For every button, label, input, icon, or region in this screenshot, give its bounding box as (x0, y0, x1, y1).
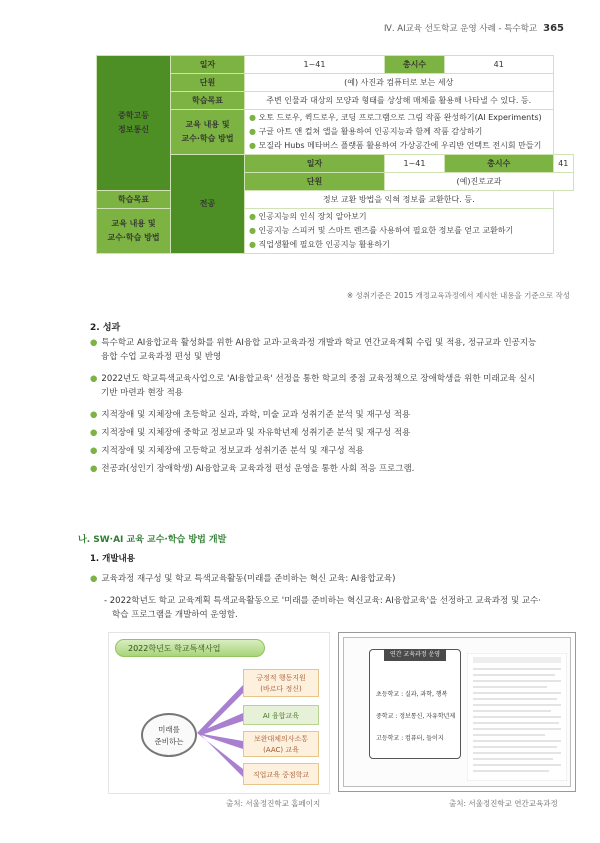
list-item: ● 인공지능 스피커 및 스마트 렌즈를 사용하여 필요한 정보를 얻고 교환하기 (249, 226, 514, 235)
unit-label: 단원 (171, 74, 245, 92)
school-program-figure (108, 632, 330, 794)
program-banner: 2022학년도 학교특색사업 (115, 639, 265, 657)
date-label: 일자 (245, 155, 385, 173)
list-item: ● 지적장애 및 지체장애 초등학교 실과, 과학, 미술 교과 성취기준 분석 및 재구성 적용 (90, 410, 411, 420)
list-item: ● 구글 아트 앤 컬쳐 앱을 활용하여 인공지능과 함께 작품 감상하기 (249, 127, 483, 136)
sub-heading: 1. 개발내용 (90, 554, 135, 564)
curriculum-card (369, 649, 461, 759)
figure-caption: 출처: 서울정진학교 연간교육과정 (449, 799, 558, 808)
date-label: 일자 (171, 56, 245, 74)
hours-value: 41 (445, 56, 554, 74)
running-header (384, 22, 564, 34)
date-value: 1~41 (245, 56, 385, 74)
hours-value: 41 (553, 155, 574, 173)
list-item: ● 인공지능의 인식 장치 알아보기 (249, 212, 367, 221)
method-label: 교육 내용 및 교수·학습 방법 (97, 209, 171, 254)
table-note: ※ 성취기준은 2015 개정교육과정에서 제시한 내용을 기준으로 작성 (346, 291, 570, 300)
list-item: ● 지적장애 및 지체장애 중학교 정보교과 및 자유학년제 성취기준 분석 및 재구성 적용 (90, 428, 411, 438)
dash-paragraph: - 2022학년도 학교 교육계획 특색교육활동으로 '미래를 준비하는 혁신교육: AI융합교육'을 선정하고 교육과정 및 교수· 학습 프로그램을 개발하여 운영함. (104, 596, 541, 620)
table-row (97, 56, 574, 74)
program-box: 직업교육 중점학교 (243, 763, 319, 785)
annual-curriculum-figure (338, 632, 576, 792)
list-item: ● 지적장애 및 지체장애 고등학교 정보교과 성취기준 분석 및 재구성 적용 (90, 446, 364, 456)
document-lines-graphic (467, 653, 567, 781)
list-item: ● 직업생활에 필요한 인공지능 활용하기 (249, 240, 390, 249)
results-heading: 2. 성과 (90, 323, 121, 333)
table-row (97, 191, 574, 209)
date-value: 1~41 (385, 155, 445, 173)
goal-label: 학습목표 (97, 191, 171, 209)
curriculum-table (96, 55, 574, 254)
program-box: 긍정적 행동지원 (바르다 정신) (243, 669, 319, 697)
list-item: ● 특수학교 AI융합교육 활성화를 위한 AI융합 교과·교육과정 개발과 학교 연간교육계획 수립 및 적용, 정규교과 인공지능 융합 수업 교육과정 편성 및 반영 (90, 338, 537, 362)
list-item: ● 오토 드로우, 퀵드로우, 코딩 프로그램으로 그림 작품 완성하기(AI Experiments) (249, 113, 542, 122)
page-number: 365 (543, 23, 564, 34)
list-item: ● 모질라 Hubs 메타버스 플랫폼 활용하여 가상공간에 우리반 언택트 전시회 만들기 (249, 141, 542, 150)
card-title: 연간 교육과정 운영 (384, 649, 446, 661)
method-label: 교육 내용 및 교수·학습 방법 (171, 110, 245, 155)
section-name: 전공 (171, 155, 245, 254)
unit-value: (예)진로교과 (385, 173, 574, 191)
card-line: 초등학교 : 실과, 과학, 행복 (376, 691, 448, 698)
chapter-title: 나. SW·AI 교육 교수·학습 방법 개발 (78, 535, 227, 545)
goal-value: 정보 교환 방법을 익혀 정보를 교환한다. 등. (245, 191, 554, 209)
goal-label: 학습목표 (171, 92, 245, 110)
card-line: 고등학교 : 컴퓨터, 들이지 (376, 735, 444, 742)
card-line: 중학교 : 정보통신, 자유학년제 (376, 713, 456, 720)
future-circle: 미래를 준비하는 (141, 713, 197, 757)
hours-label: 총시수 (385, 56, 445, 74)
method-list (245, 209, 554, 254)
running-title: Ⅳ. AI교육 선도학교 운영 사례 - 특수학교 (384, 24, 538, 34)
program-box: AI 융합교육 (243, 705, 319, 725)
list-item: ● 교육과정 재구성 및 학교 특색교육활동(미래를 준비하는 혁신 교육: AI융합교육) (90, 574, 396, 584)
goal-value: 주변 인물과 대상의 모양과 형태를 상상해 매체를 활용해 나타낼 수 있다. 등. (245, 92, 554, 110)
list-item: ● 2022년도 학교특색교육사업으로 'AI융합교육' 선정을 통한 학교의 중점 교육정책으로 장애학생을 위한 미래교육 실시 기반 마련과 현장 적용 (90, 374, 536, 398)
figure-caption: 출처: 서울정진학교 홈페이지 (226, 799, 321, 808)
program-box: 보완대체의사소통 (AAC) 교육 (243, 731, 319, 757)
hours-label: 총시수 (445, 155, 554, 173)
method-list (245, 110, 554, 155)
unit-value: (예) 사진과 컴퓨터로 보는 세상 (245, 74, 554, 92)
unit-label: 단원 (245, 173, 385, 191)
arrow-graphic (197, 673, 243, 793)
section-name: 중학고등 정보통신 (97, 56, 171, 191)
table-row (97, 209, 574, 254)
list-item: ● 전공과(성인기 장애학생) AI융합교육 교육과정 편성 운영을 통한 사회 적응 프로그램. (90, 464, 415, 474)
